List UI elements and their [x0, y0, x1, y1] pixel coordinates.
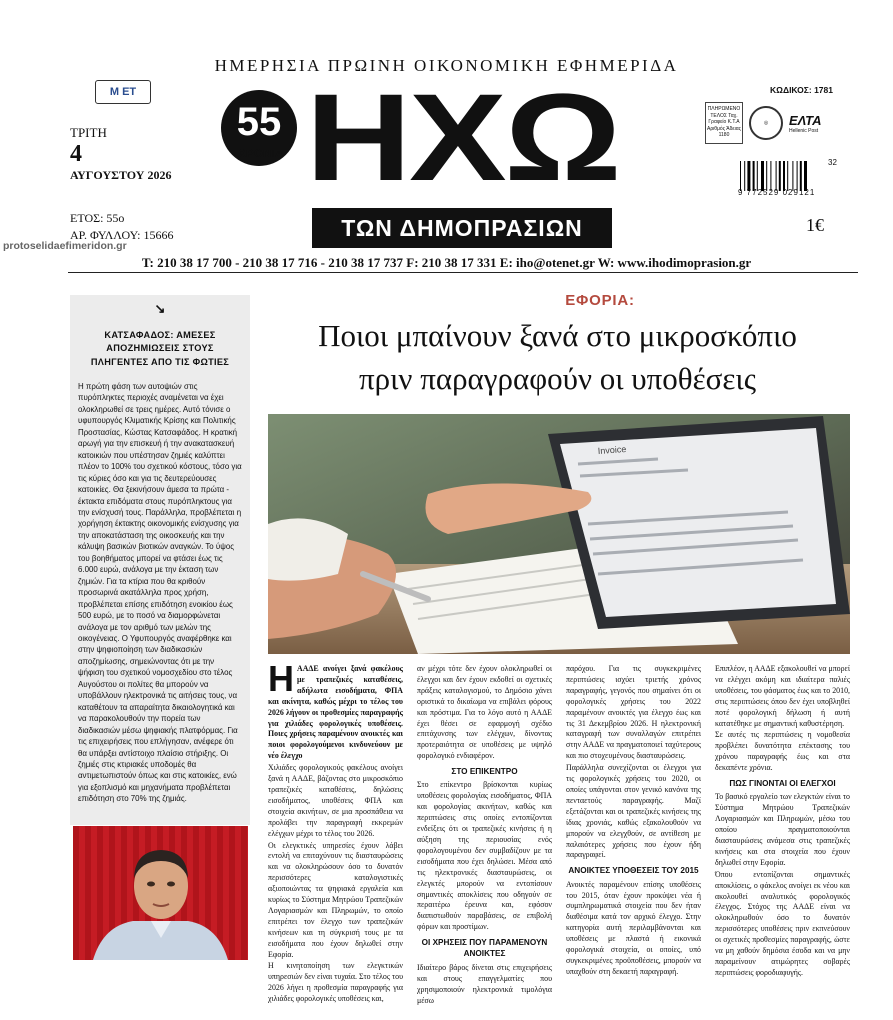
photo-doc-label: Invoice	[597, 444, 627, 456]
main-headline	[265, 315, 850, 401]
anniversary-label: ΧΡΟΝΙΑ	[238, 148, 284, 160]
article-paragraph: Ιδιαίτερο βάρος δίνεται στις επιχειρήσεις και στους επαγγελματίες που χρησιμοποιούν ηλεκτρονικά τιμολόγια μέσω	[417, 962, 552, 1005]
article-paragraph: Στο επίκεντρο βρίσκονται κυρίως υποθέσεις φορολογίας εισοδήματος, ΦΠΑ και φορολογίας ακινήτων, καθώς και περιπτώσεις στις οποίες εντοπίζονται ενδείξεις ότι οι τραπεζικές κινήσεις ή η αύξηση της περιουσίας ενός φορολογουμένου δεν συμβαδίζουν με τα εισοδήματα που έχει δηλώσει. Μέσα από τις ηλεκτρονικές διασταυρώσεις, οι ελεγκτές μπορούν να εντοπίσουν σημαντικές αποκλίσεις που οδηγούν σε περαιτέρω έρευνα και, εφόσον διαπιστωθούν παραβάσεις, σε επιβολή φόρων και προστίμων.	[417, 780, 552, 932]
barcode-digits: 9 772529 029121	[738, 188, 816, 197]
article-paragraph: αν μέχρι τότε δεν έχουν ολοκληρωθεί οι έλεγχοι και δεν έχουν εκδοθεί οι σχετικές πράξεις καταλογισμού, το Δημόσιο χάνει οριστικά το δικαίωμα να επιβάλει φόρους και πρόστιμα. Για το λόγο αυτό η ΑΑΔΕ έχει θέσει σε εφαρμογή σχέδιο επιτάχυνσης των ελέγχων, δίνοντας προτεραιότητα σε υποθέσεις με υψηλό φορολογικό ενδιαφέρον.	[417, 664, 552, 761]
price: 1€	[806, 215, 824, 235]
portrait-photo	[73, 826, 248, 960]
article-paragraph: Ανοικτές παραμένουν επίσης υποθέσεις του 2015, όταν έχουν προκύψει νέα ή συμπληρωματικά στοιχεία που δεν ήταν διαθέσιμα κατά τον αρχικό έλεγχο. Στην κατηγορία αυτή περιλαμβάνονται και υποθέσεις με πλαστά ή εικονικά φορολογικά στοιχεία, οι οποίες, υπό συγκεκριμένες προϋποθέσεις, μπορούν να υπαχθούν στη δεκαετή παραγραφή.	[566, 879, 701, 976]
sidebar-title: ΚΑΤΣΑΦΑΔΟΣ: ΑΜΕΣΕΣ ΑΠΟΖΗΜΙΩΣΕΙΣ ΣΤΟΥΣ ΠΛΗΓΕΝΤΕΣ ΑΠΟ ΤΙΣ ΦΩΤΙΕΣ	[90, 330, 230, 367]
article-column-3	[566, 664, 701, 1007]
day-number: 4	[70, 141, 82, 168]
issue-info	[70, 210, 173, 244]
dropcap: Η	[268, 658, 294, 699]
elta-sublabel: Hellenic Post	[789, 127, 819, 134]
article-paragraph: Όπου εντοπίζονται σημαντικές αποκλίσεις, ο φάκελος ανοίγει εκ νέου και ακολουθεί αναλυτικός φορολογικός έλεγχος. Στόχος της ΑΑΔΕ είναι να ολοκληρωθούν όσο το δυνατόν περισσότερες υποθέσεις πριν εκπνεύσουν οι σχετικές προθεσμίες παραγραφής, ώστε να μη χαθούν δημόσια έσοδα και να μην παραμείνουν ατιμώρητες σοβαρές περιπτώσεις φοροδιαφυγής.	[715, 869, 850, 977]
article-column-2	[417, 664, 552, 1007]
sidebar-body: Η πρώτη φάση των αυτοψιών στις πυρόπληκτες περιοχές αναμένεται να έχει ολοκληρωθεί σε τρεις ημέρες. Αυτό τόνισε ο υφυπουργός Κλιματικής Κρίσης και Πολιτικής Προστασίας, Κώστας Κατσαφάδος. Η κρατική αρωγή για την επισκευή ή την ανακατασκευή κατοικιών που υπέστησαν ζημιές καλύπτει πλέον το 100% του σχετικού κόστους, τόσο για τις κύριες όσο και για τις δευτερεύουσες κατοικίες. Θα ξεκινήσουν άμεσα τα πρώτα - έκτακτα επιδόματα στους πυρόπληκτους για την ενίσχυσή τους. Παράλληλα, προβλέπεται η χορήγηση έκτακτης οικονομικής ενίσχυσης για την αποκατάσταση της οικοσκευής και την κάλυψη βασικών βιοτικών αναγκών. Το ύψος του βοηθήματος μπορεί να φτάσει έως τις 6.000 ευρώ, ανάλογα με την έκταση των ζημιών. Για τα κτίρια που θα κριθούν προσωρινά ακατάλληλα προς χρήση, προβλέπεται επίσης επιδότηση ενοικίου έως 500 ευρώ, με το ποσό να διαμορφώνεται ανάλογα με τον αριθμό των μελών της οικογένειας. Ο Υφυπουργός αναφέρθηκε και στην ψηφιοποίηση των διαδικασιών αποζημίωσης, σημειώνοντας ότι με την ψήφιση του σχετικού νομοσχεδίου στο τέλος Αυγούστου οι πολίτες θα μπορούν να υποβάλλουν ηλεκτρονικά τις αιτήσεις τους, να καταθέτουν τα απαραίτητα δικαιολογητικά και να παρακολουθούν την πορεία των διαδικασιών μέσω ψηφιακής πλατφόρμας. Για τις επιχειρήσεις που επλήγησαν, ανέφερε ότι θα υπάρξει αντίστοιχο πλαίσιο στήριξης. Οι ζημιές στις κτιριακές υποδομές θα αντιμετωπιστούν όπως και στις κατοικίες, ενώ για εξοπλισμό και μηχανήματα προβλέπεται επιδότηση στο 70% της ζημιάς.	[78, 382, 242, 804]
masthead-title: ΗΧΩ	[305, 69, 620, 207]
main-photo	[268, 414, 850, 654]
article-lead: ΑΑΔΕ ανοίγει ξανά φακέλους με τραπεζικές καταθέσεις, αδήλωτα εισοδήματα, ΦΠΑ και ακίνητα, καθώς μέχρι το τέλος του 2026 λήγουν οι προθεσμίες παραγραφής για χιλιάδες φορολογικές υποθέσεις. Ποιες χρήσεις παραμένουν ανοικτές και ποιοι φορολογούμενοι κινδυνεύουν με νέο έλεγχο	[268, 664, 403, 761]
article-paragraph: Το βασικό εργαλείο των ελεγκτών είναι το Σύστημα Μητρώου Τραπεζικών Λογαριασμών και Πληρωμών, μέσω του οποίου πραγματοποιούνται διασταυρώσεις ανάμεσα στις τραπεζικές κινήσεις και στα στοιχεία που έχουν δηλωθεί στην Εφορία.	[715, 792, 850, 867]
issue-number: ΑΡ. ΦΥΛΛΟΥ: 15666	[70, 227, 174, 242]
contact-line: Τ: 210 38 17 700 - 210 38 17 716 - 210 38 17 737 F: 210 38 17 331 E: iho@otenet.gr W: www.ihodimoprasion.gr	[141, 255, 752, 270]
article-paragraph: Παράλληλα συνεχίζονται οι έλεγχοι για τις φορολογικές χρήσεις του 2020, οι οποίες υπάγονται στον γενικό κανόνα της πενταετούς παραγραφής. Μαζί εξετάζονται και οι τραπεζικές κινήσεις της ίδιας χρονιάς, καθώς εξακολουθούν να μπορούν να ελεγχθούν, σε αντίθεση με παλαιότερες χρήσεις που έχουν ήδη παραγραφεί.	[566, 763, 701, 860]
site-watermark: protoselidaefimeridon.gr	[3, 240, 127, 252]
issue-date	[70, 125, 171, 183]
elta-logo	[789, 113, 822, 134]
article-column-4	[715, 664, 850, 1007]
article-paragraph: Η κινητοποίηση των ελεγκτικών υπηρεσιών δεν είναι τυχαία. Στο τέλος του 2026 λήγει η προθεσμία παραγραφής για χιλιάδες φορολογικές υποθέσεις και,	[268, 961, 403, 1004]
article-paragraph: Χιλιάδες φορολογικούς φακέλους ανοίγει ξανά η ΑΑΔΕ, βάζοντας στο μικροσκόπιο τραπεζικές καταθέσεις, δηλώσεις εισοδήματος, υποθέσεις ΦΠΑ και στοιχεία ακινήτων, σε μια προσπάθεια να προλάβει την παραγραφή εκκρεμών ελέγχων μέχρι το τέλος του 2026.	[268, 763, 403, 838]
anniversary-number: 55	[236, 100, 282, 144]
arrow-icon: ↘	[154, 301, 166, 316]
main-article	[268, 658, 850, 1005]
month-year: ΑΥΓΟΥΣΤΟΥ 2026	[70, 167, 172, 182]
code-label: ΚΩΔΙΚΟΣ: 1781	[770, 85, 833, 95]
article-paragraph: παρόχου. Για τις συγκεκριμένες περιπτώσεις ισχύει τριετής χρόνος παραγραφής, γεγονός που σημαίνει ότι οι φορολογικές χρήσεις του 2022 παραμένουν ανοικτές για έλεγχο έως και τις 31 Δεκεμβρίου 2026. Η ηλεκτρονική καταγραφή των συναλλαγών επιτρέπει στην ΑΑΔΕ να πραγματοποιεί ταχύτερους και πιο στοχευμένους διασταυρώσεις.	[566, 664, 701, 761]
barcode-suffix: 32	[828, 158, 837, 167]
seal-icon: ◎	[749, 106, 783, 140]
postage-paid-stamp: ΠΛΗΡΩΜΕΝΟ ΤΕΛΟΣ Ταχ. Γραφείο Κ.Τ.Α Αριθμός Άδειας 1180	[705, 102, 743, 144]
met-logo	[95, 80, 151, 104]
headline-line-1: Ποιοι μπαίνουν ξανά στο μικροσκόπιο	[318, 318, 797, 353]
article-subhead: ΣΤΟ ΕΠΙΚΕΝΤΡΟ	[451, 767, 518, 777]
article-paragraph: Επιπλέον, η ΑΑΔΕ εξακολουθεί να μπορεί να ελέγχει ακόμη και ιδιαίτερα παλιές υποθέσεις, του φάσματος έως και το 2010, στις περιπτώσεις όπου δεν έχει υποβληθεί ποτέ φορολογική δήλωση ή αυτή κατατέθηκε με σημαντική καθυστέρηση.	[715, 664, 850, 728]
article-subhead: ΑΝΟΙΚΤΕΣ ΥΠΟΘΕΣΕΙΣ ΤΟΥ 2015	[568, 866, 699, 876]
kicker: ΕΦΟΡΙΑ:	[565, 292, 635, 309]
postage-stamps	[705, 98, 845, 148]
article-subhead: ΟΙ ΧΡΗΣΕΙΣ ΠΟΥ ΠΑΡΑΜΕΝΟΥΝ ΑΝΟΙΚΤΕΣ	[421, 938, 548, 959]
elta-label: ΕΛΤΑ	[789, 112, 822, 128]
newspaper-tagline: ΗΜΕΡΗΣΙΑ ΠΡΩΙΝΗ ΟΙΚΟΝΟΜΙΚΗ ΕΦΗΜΕΡΙΔΑ	[214, 56, 679, 75]
sidebar-article	[70, 295, 250, 825]
article-column-1	[268, 658, 403, 1007]
header-divider	[68, 272, 858, 273]
article-paragraph: Οι ελεγκτικές υπηρεσίες έχουν λάβει εντολή να επιταχύνουν τις διασταυρώσεις και να ολοκληρώσουν όσο το δυνατόν περισσότερες καταλογιστικές αξιοποιώντας τα ψηφιακά εργαλεία και κυρίως το Σύστημα Μητρώου Τραπεζικών Λογαριασμών και Πληρωμών, το οποίο επιτρέπει τον έλεγχο των τραπεζικών κινήσεων και τη σύγκρισή τους με τα εισοδήματα που έχουν δηλωθεί στην Εφορία.	[268, 840, 403, 959]
masthead-subtitle: ΤΩΝ ΔΗΜΟΠΡΑΣΙΩΝ	[312, 208, 612, 248]
met-logo-text: M ET	[109, 86, 137, 98]
headline-line-2: πριν παραγραφούν οι υποθέσεις	[358, 360, 757, 396]
article-paragraph: Σε αυτές τις περιπτώσεις η νομοθεσία προβλέπει δυνατότητα επέκτασης του χρόνου παραγραφής έως και στα δεκαπέντε χρόνια.	[715, 730, 850, 773]
year-of-issue: ΕΤΟΣ: 55ο	[70, 211, 125, 225]
day-name: ΤΡΙΤΗ	[70, 125, 107, 140]
article-subhead: ΠΩΣ ΓΙΝΟΝΤΑΙ ΟΙ ΕΛΕΓΧΟΙ	[729, 779, 836, 789]
